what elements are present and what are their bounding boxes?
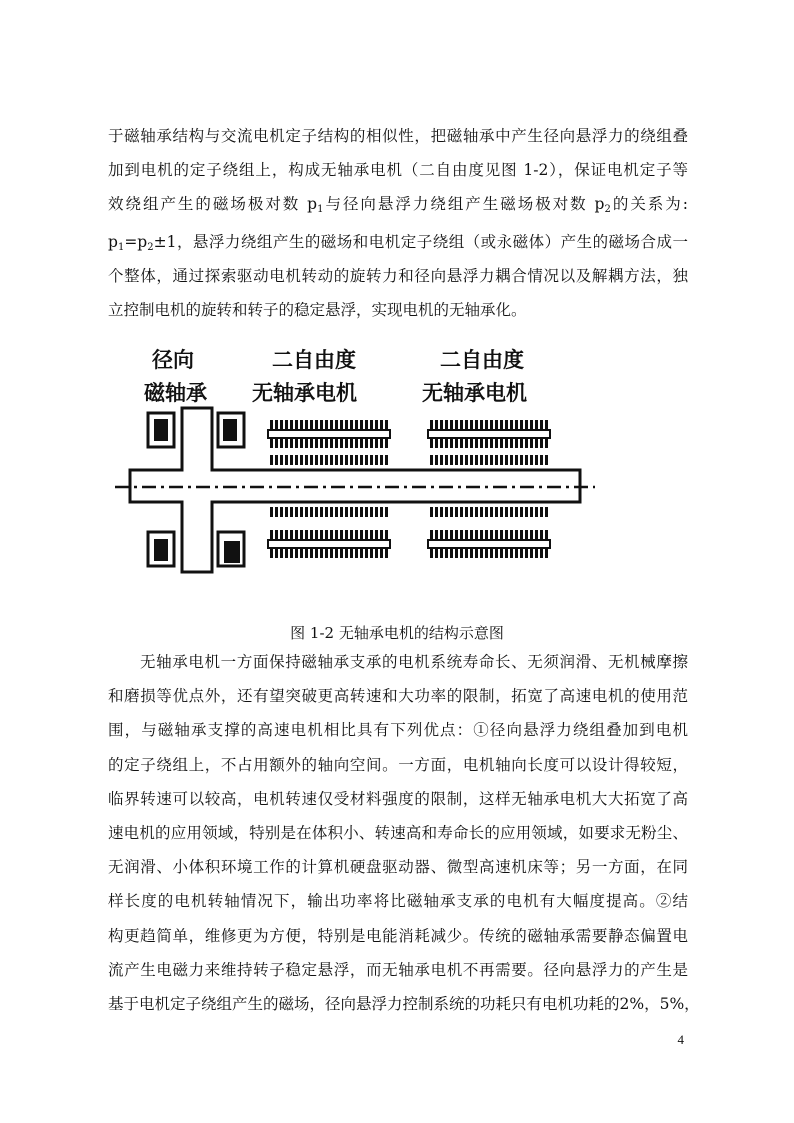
motor2-stator-top: [428, 420, 550, 448]
bearingless-motor-figure: [110, 340, 600, 590]
text: ±1，悬浮力绕组产生的磁场和电机定子绕组（或永磁体）产生的磁场合成一: [153, 233, 688, 251]
motor2-stator-bottom: [428, 530, 550, 558]
paragraph2-line: 临界转速可以较高，电机转速仅受材料强度的限制，这样无轴承电机大大拓宽了高: [108, 790, 688, 808]
text: 与径向悬浮力绕组产生磁场极对数 p: [323, 195, 605, 213]
radial-bearing-bottom-left: [148, 532, 174, 566]
text: 效绕组产生的磁场极对数 p: [108, 195, 318, 213]
label-radial-1: 径向: [152, 348, 194, 372]
radial-bearing-bottom-right: [218, 532, 244, 566]
paragraph2-line: 围，与磁轴承支撑的高速电机相比具有下列优点：①径向悬浮力绕组叠加到电机: [108, 721, 688, 739]
radial-bearing-top-right: [218, 413, 244, 447]
paragraph2-line: 无润滑、小体积环境工作的计算机硬盘驱动器、微型高速机床等；另一方面，在同: [108, 858, 688, 876]
paragraph1-line2: 加到电机的定子绕组上，构成无轴承电机（二自由度见图 1-2），保证电机定子等: [108, 161, 688, 179]
motor1-stator-bottom: [268, 530, 390, 558]
text: p: [108, 233, 118, 251]
paragraph2-line: 构更趋简单，维修更为方便，特别是电能消耗减少。传统的磁轴承需要静态偏置电: [108, 927, 688, 945]
motor1-stator-top: [268, 420, 390, 448]
paragraph2-line: 样长度的电机转轴情况下，输出功率将比磁轴承支承的电机有大幅度提高。②结: [108, 892, 688, 910]
paragraph2-line: 基于电机定子绕组产生的磁场，径向悬浮力控制系统的功耗只有电机功耗的2%，5%，: [108, 995, 700, 1013]
paragraph1-line3: [108, 194, 688, 220]
motor2-rotor-top: [428, 455, 550, 465]
paragraph2-line: 的定子绕组上，不占用额外的轴向空间。一方面，电机轴向长度可以设计得较短，: [108, 756, 688, 774]
subscript: 1: [117, 242, 125, 253]
paragraph1-line6: 立控制电机的旋转和转子的稳定悬浮，实现电机的无轴承化。: [108, 301, 527, 319]
text: 的关系为:: [610, 195, 688, 213]
subscript: 2: [147, 242, 154, 253]
paragraph2-line: 无轴承电机一方面保持磁轴承支承的电机系统寿命长、无须润滑、无机械摩擦: [140, 653, 688, 671]
figure-caption: 图 1-2 无轴承电机的结构示意图: [290, 624, 504, 642]
paragraph1-line1: 于磁轴承结构与交流电机定子结构的相似性，把磁轴承中产生径向悬浮力的绕组叠: [108, 127, 688, 145]
paragraph2-line: 速电机的应用领域，特别是在体积小、转速高和寿命长的应用领域，如要求无粉尘、: [108, 824, 688, 842]
page-number: 4: [677, 1032, 684, 1047]
label-2dof-2: 二自由度: [440, 348, 524, 372]
label-radial-2: 磁轴承: [144, 381, 207, 405]
motor1-rotor-top: [268, 455, 390, 465]
paragraph2-line: 流产生电磁力来维持转子稳定悬浮，而无轴承电机不再需要。径向悬浮力的产生是: [108, 961, 688, 979]
text: =p: [124, 233, 148, 251]
paragraph2-line: 和磨损等优点外，还有望突破更高转速和大功率的限制，拓宽了高速电机的使用范: [108, 687, 688, 705]
radial-bearing-top-left: [148, 413, 174, 447]
label-bearingless-1: 无轴承电机: [252, 381, 357, 405]
motor2-rotor-bottom: [428, 507, 550, 517]
label-bearingless-2: 无轴承电机: [422, 381, 527, 405]
paragraph1-line5: 个整体，通过探索驱动电机转动的旋转力和径向悬浮力耦合情况以及解耦方法，独: [108, 267, 688, 285]
paragraph1-line4: [108, 232, 688, 258]
label-2dof-1: 二自由度: [272, 348, 356, 372]
motor1-rotor-bottom: [268, 507, 390, 517]
subscript: 1: [317, 204, 324, 215]
subscript: 2: [604, 204, 611, 215]
